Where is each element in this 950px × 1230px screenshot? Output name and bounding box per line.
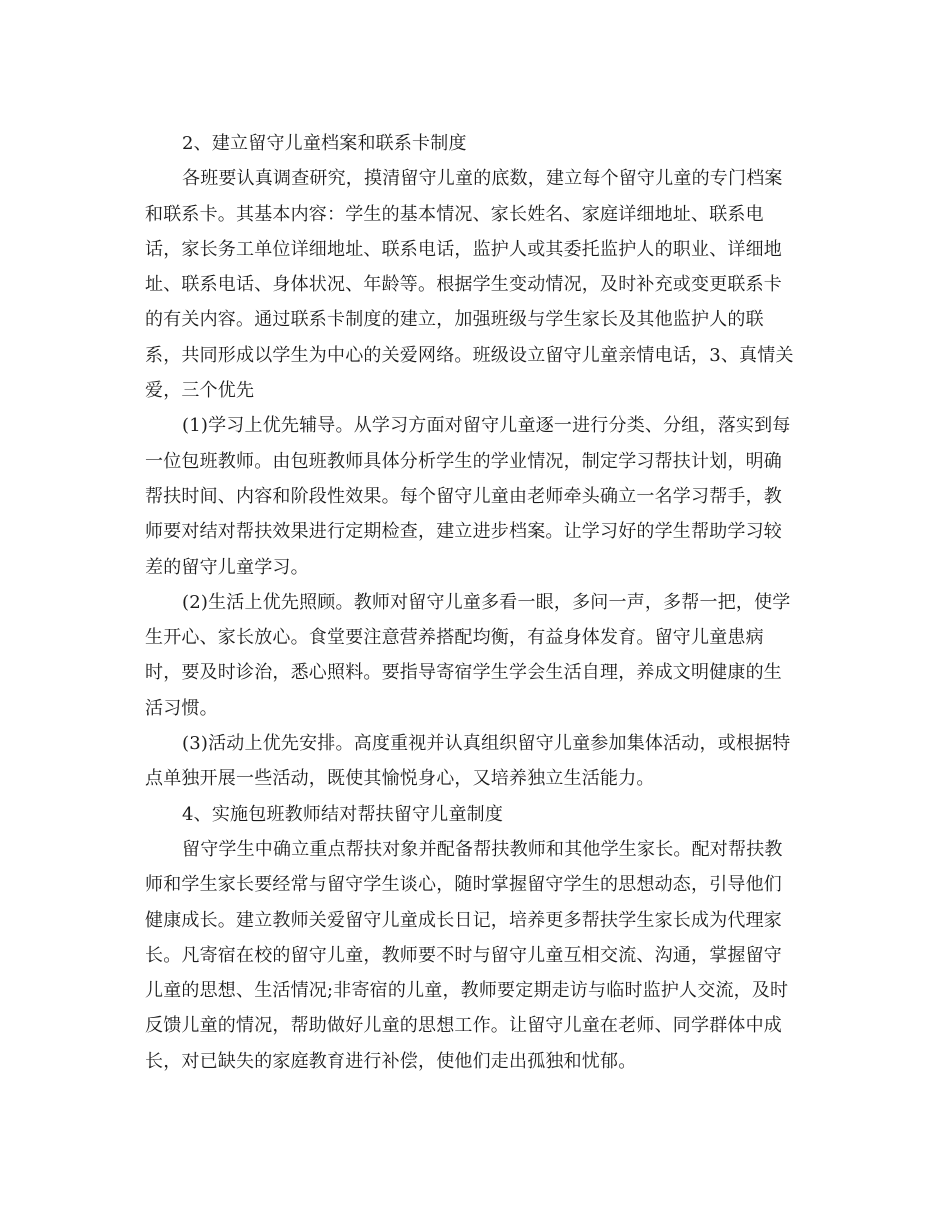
- text-line: 留守学生中确立重点帮扶对象并配备帮扶教师和其他学生家长。配对帮扶教: [182, 838, 783, 860]
- text-line: 生开心、家长放心。食堂要注意营养搭配均衡，有益身体发育。留守儿童患病: [145, 627, 764, 649]
- text-line: 活习惯。: [145, 697, 218, 719]
- text-line: 儿童的思想、生活情况;非寄宿的儿童，教师要定期走访与临时监护人交流，及时: [145, 980, 789, 1002]
- text-line: 长，对已缺失的家庭教育进行补偿，使他们走出孤独和忧郁。: [145, 1050, 637, 1072]
- text-line: 反馈儿童的情况，帮助做好儿童的思想工作。让留守儿童在老师、同学群体中成: [145, 1015, 782, 1037]
- text-line: 话，家长务工单位详细地址、联系电话，监护人或其委托监护人的职业、详细地: [145, 238, 782, 260]
- text-line: 时，要及时诊治，悉心照料。要指导寄宿学生学会生活自理，养成文明健康的生: [145, 662, 782, 684]
- text-line: 和联系卡。其基本内容：学生的基本情况、家长姓名、家庭详细地址、联系电: [145, 203, 764, 225]
- text-line: 帮扶时间、内容和阶段性效果。每个留守儿童由老师牵头确立一名学习帮手，教: [145, 485, 782, 507]
- text-line: 长。凡寄宿在校的留守儿童，教师要不时与留守儿童互相交流、沟通，掌握留守: [145, 944, 782, 966]
- text-line: 的有关内容。通过联系卡制度的建立，加强班级与学生家长及其他监护人的联: [145, 309, 764, 331]
- text-line: 一位包班教师。由包班教师具体分析学生的学业情况，制定学习帮扶计划，明确: [145, 450, 782, 472]
- text-line: (2)生活上优先照顾。教师对留守儿童多看一眼，多问一声，多帮一把，使学: [182, 591, 791, 613]
- text-line: 址、联系电话、身体状况、年龄等。根据学生变动情况，及时补充或变更联系卡: [145, 274, 782, 296]
- text-line: 点单独开展一些活动，既使其愉悦身心，又培养独立生活能力。: [145, 768, 655, 790]
- text-line: 4、实施包班教师结对帮扶留守儿童制度: [182, 803, 504, 825]
- text-line: 爱，三个优先: [145, 380, 255, 402]
- text-line: 师要对结对帮扶效果进行定期检查，建立进步档案。让学习好的学生帮助学习较: [145, 521, 782, 543]
- text-line: (3)活动上优先安排。高度重视并认真组织留守儿童参加集体活动，或根据特: [182, 733, 791, 755]
- text-line: 师和学生家长要经常与留守学生谈心，随时掌握留守学生的思想动态，引导他们: [145, 874, 782, 896]
- text-line: (1)学习上优先辅导。从学习方面对留守儿童逐一进行分类、分组，落实到每: [182, 415, 791, 437]
- document-body: [145, 126, 810, 1079]
- text-line: 各班要认真调查研究，摸清留守儿童的底数，建立每个留守儿童的专门档案: [182, 168, 783, 190]
- text-line: 健康成长。建立教师关爱留守儿童成长日记，培养更多帮扶学生家长成为代理家: [145, 909, 782, 931]
- text-line: 差的留守儿童学习。: [145, 556, 309, 578]
- text-line: 系，共同形成以学生为中心的关爱网络。班级设立留守儿童亲情电话，3、真情关: [145, 344, 794, 366]
- text-line: 2、建立留守儿童档案和联系卡制度: [182, 133, 467, 154]
